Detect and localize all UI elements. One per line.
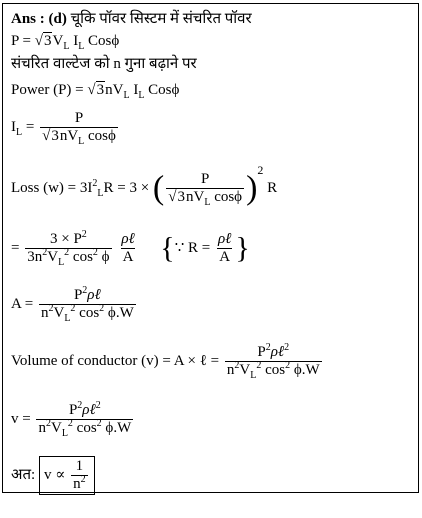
- fraction: [40, 110, 118, 145]
- numerator: [255, 344, 291, 361]
- cos-term: Cosϕ: [144, 82, 180, 98]
- answer-box: [2, 3, 419, 493]
- fraction: [39, 287, 136, 322]
- denominator: A: [122, 249, 134, 265]
- radicand: 3: [51, 128, 59, 144]
- superscript: 2: [67, 418, 73, 429]
- superscript: 2: [95, 400, 101, 411]
- formula-lhs: I: [11, 118, 16, 135]
- num-text: ρℓ: [82, 402, 96, 418]
- superscript: 2: [92, 178, 98, 189]
- superscript: 2: [96, 418, 102, 429]
- superscript: 2: [42, 247, 48, 258]
- den-tail: cosϕ: [84, 128, 116, 144]
- radicand: 3: [177, 189, 185, 206]
- subscript: L: [123, 90, 130, 101]
- power-formula: [11, 32, 119, 50]
- superscript: 2: [81, 229, 87, 240]
- fraction: [119, 231, 136, 266]
- den-text: cos: [69, 249, 93, 265]
- subscript: L: [250, 370, 257, 381]
- den-text: n: [40, 305, 49, 321]
- final-answer-box: [39, 456, 95, 495]
- denominator: $√3nV_L$ cosϕ: [42, 128, 116, 147]
- voltage-symbol: nV: [105, 82, 124, 98]
- superscript: 2: [80, 474, 86, 485]
- num-text: ρℓ: [270, 344, 285, 360]
- formula-lhs: v =: [11, 410, 31, 427]
- fraction: [25, 231, 111, 266]
- superscript: 2: [257, 163, 264, 177]
- answer-label: Ans : (d): [11, 11, 67, 27]
- den-tail: cosϕ: [210, 189, 243, 206]
- superscript: 2: [284, 342, 290, 353]
- fraction: [166, 171, 244, 209]
- v-formula: [11, 402, 135, 437]
- denominator: [36, 419, 133, 437]
- den-text: ϕ: [97, 249, 110, 265]
- numerator: [67, 402, 103, 419]
- den-text: V: [53, 305, 65, 321]
- radicand: 3: [43, 33, 52, 49]
- numerator: P: [74, 110, 84, 126]
- volume-formula: [11, 344, 324, 379]
- subscript: L: [78, 41, 85, 52]
- numerator: P: [200, 171, 210, 188]
- den-text: cos: [75, 305, 100, 321]
- hence-label: अत:: [11, 466, 36, 483]
- fraction: [36, 402, 133, 437]
- den-text: nV: [185, 189, 205, 206]
- formula-lhs: Power (P) =: [11, 82, 84, 98]
- den-text: V: [239, 362, 251, 378]
- current-formula: [11, 110, 120, 145]
- right-brace: }: [235, 231, 250, 265]
- superscript: 2: [45, 418, 51, 429]
- den-text: ϕ.W: [290, 362, 320, 378]
- denominator: [39, 304, 136, 322]
- den-text: V: [50, 420, 62, 436]
- loss-expansion: [11, 231, 250, 266]
- num-text: P: [68, 402, 78, 418]
- den-text: n: [226, 362, 235, 378]
- den-text: V: [47, 249, 59, 265]
- increase-voltage-text: संचरित वाल्टेज को n गुना बढ़ाने पर: [11, 56, 197, 72]
- left-brace: {: [160, 231, 175, 265]
- numerator: ρℓ: [217, 231, 232, 247]
- formula-lhs: P =: [11, 33, 31, 49]
- denominator: [25, 248, 111, 266]
- superscript: 2: [99, 303, 105, 314]
- numerator: 1: [75, 458, 84, 474]
- subscript: L: [138, 90, 145, 101]
- superscript: 2: [48, 303, 54, 314]
- sqrt-3: √3: [34, 33, 52, 49]
- den-text: n: [73, 476, 81, 492]
- intro-text: चूकि पॉवर सिस्टम में संचरित पॉवर: [70, 11, 252, 27]
- fraction: [216, 231, 233, 266]
- equals: =: [22, 118, 35, 135]
- superscript: 2: [285, 360, 291, 371]
- num-text: P: [73, 287, 83, 303]
- proportional-lhs: v ∝: [43, 466, 66, 483]
- denominator: [71, 475, 88, 493]
- superscript: 2: [234, 360, 240, 371]
- power-formula-n: [11, 81, 179, 99]
- superscript: 2: [70, 303, 76, 314]
- fraction: [225, 344, 322, 379]
- voltage-symbol: V: [52, 33, 64, 49]
- subscript: L: [204, 197, 211, 209]
- answer-header: [11, 10, 252, 28]
- den-text: ϕ.W: [101, 420, 132, 436]
- area-formula: [11, 287, 138, 322]
- den-text: n: [38, 420, 46, 436]
- because-text: ∵ R =: [174, 239, 211, 256]
- conclusion: [11, 456, 95, 495]
- subscript: L: [16, 126, 23, 138]
- den-text: ϕ.W: [104, 305, 134, 321]
- num-text: ρℓ: [87, 287, 101, 303]
- left-paren: (: [152, 169, 165, 207]
- subscript: L: [78, 136, 85, 147]
- formula-mid: R = 3 ×: [103, 180, 150, 196]
- superscript: 2: [77, 400, 83, 411]
- fraction: [71, 458, 88, 493]
- denominator: $√3nV_L$ cosϕ: [168, 189, 243, 209]
- superscript: 2: [256, 360, 262, 371]
- superscript: 2: [64, 247, 70, 258]
- right-paren: ): [246, 169, 258, 207]
- sqrt-3: √3: [87, 82, 105, 98]
- radicand: 3: [96, 82, 105, 98]
- superscript: 2: [265, 342, 271, 353]
- subscript: L: [58, 257, 65, 268]
- den-text: nV: [59, 128, 79, 144]
- current-symbol: I: [129, 82, 139, 98]
- numerator: [48, 231, 89, 248]
- denominator: [225, 361, 322, 379]
- num-text: 3 × P: [49, 231, 82, 247]
- subscript: L: [97, 188, 104, 199]
- formula-lhs: A =: [11, 295, 34, 312]
- numerator: ρℓ: [121, 231, 135, 247]
- formula-tail: R: [263, 180, 278, 196]
- formula-lhs: Loss (w) = 3I: [11, 180, 93, 196]
- numerator: [72, 287, 103, 304]
- superscript: 2: [82, 285, 88, 296]
- formula-lhs: Volume of conductor (v) = A × ℓ =: [11, 352, 220, 369]
- current-symbol: I: [69, 33, 79, 49]
- denominator: A: [219, 249, 231, 265]
- superscript: 2: [92, 247, 98, 258]
- subscript: L: [61, 428, 68, 439]
- den-text: cos: [261, 362, 286, 378]
- subscript: L: [64, 313, 71, 324]
- num-text: P: [257, 344, 266, 360]
- den-text: 3n: [27, 249, 43, 265]
- subscript: L: [63, 41, 70, 52]
- equals: =: [11, 239, 20, 256]
- cos-term: Cosϕ: [84, 33, 120, 49]
- den-text: cos: [72, 420, 97, 436]
- loss-formula: [11, 163, 278, 209]
